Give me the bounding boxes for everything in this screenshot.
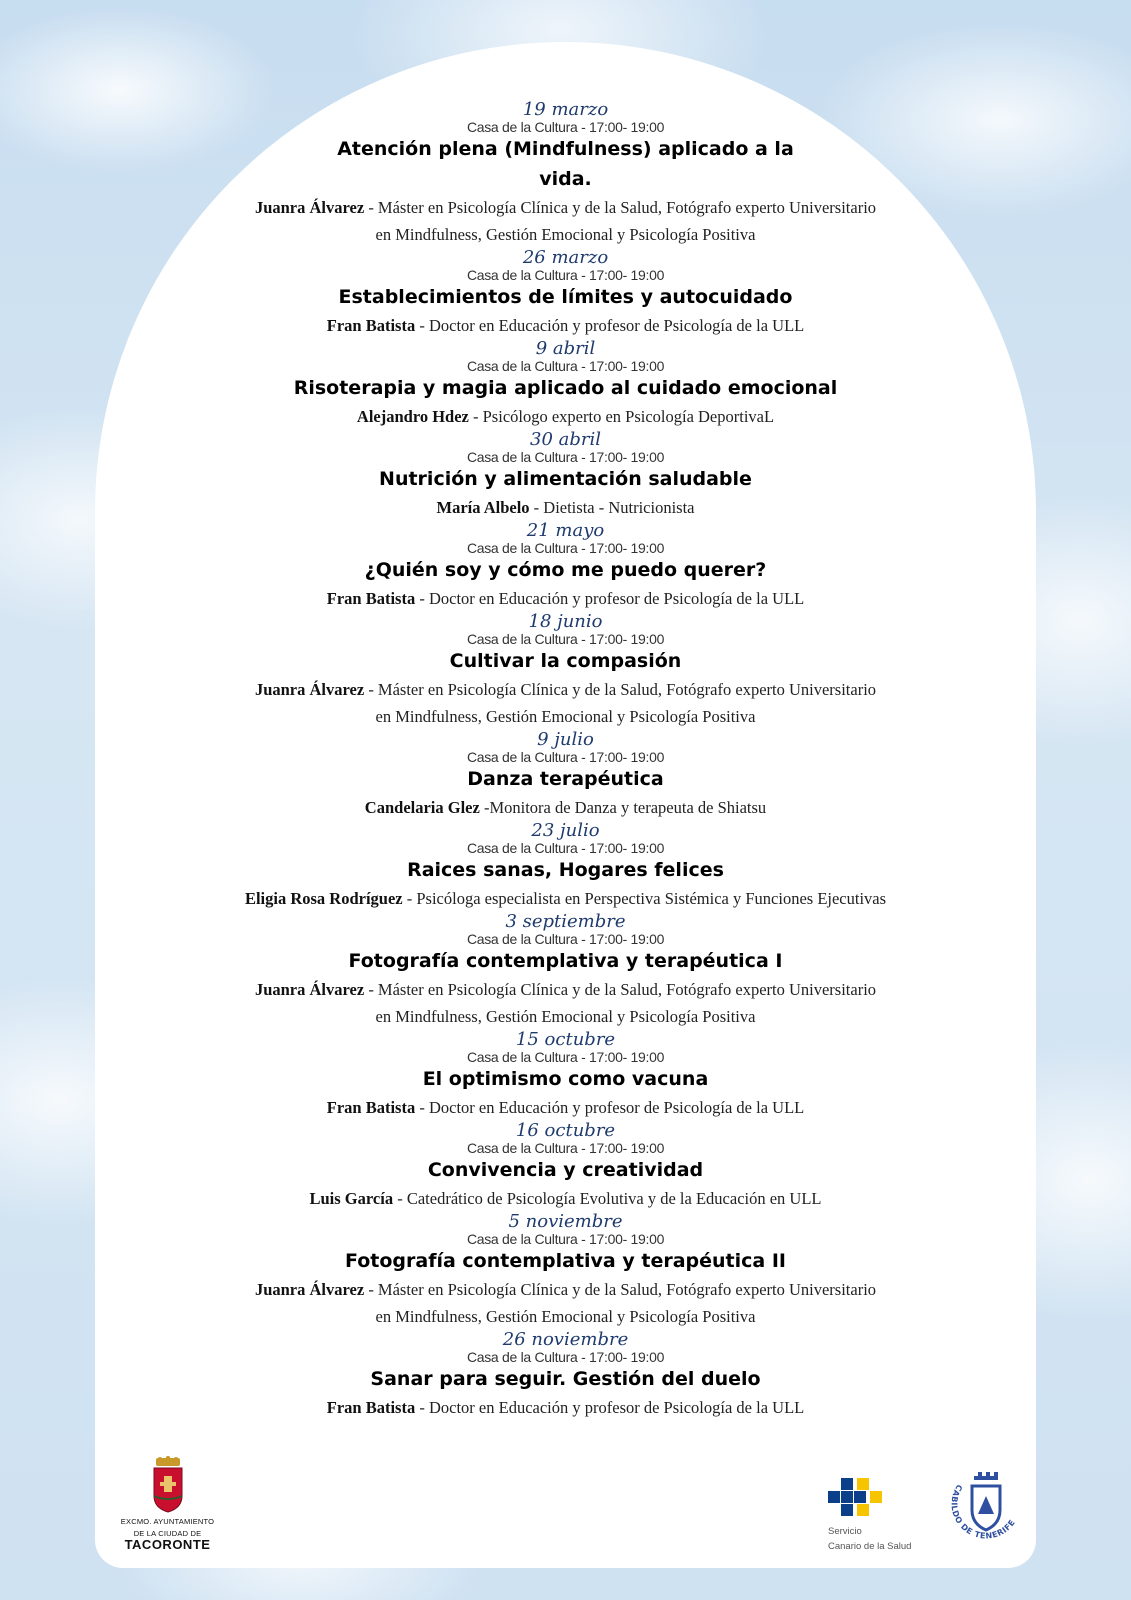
speaker-name: Eligia Rosa Rodríguez	[244, 889, 403, 908]
event-date: 9 julio	[537, 729, 594, 750]
event-13	[95, 1330, 1036, 1421]
event-date: 26 marzo	[522, 247, 609, 268]
scs-cross-icon	[828, 1478, 894, 1518]
event-speaker	[95, 494, 1036, 521]
speaker-role: -Monitora de Danza y terapeuta de Shiatsu	[479, 798, 767, 817]
event-speaker	[95, 676, 1036, 703]
event-speaker	[95, 794, 1036, 821]
speaker-role: - Psicólogo experto en Psicología DeportivaL	[468, 407, 775, 426]
tacoronte-name: TACORONTE	[124, 1537, 211, 1552]
speaker-name: Alejandro Hdez	[356, 407, 469, 426]
speaker-role: - Doctor en Educación y profesor de Psicología de la ULL	[415, 1398, 805, 1417]
event-10	[95, 1030, 1036, 1121]
event-venue: Casa de la Cultura - 17:00- 19:00	[466, 1140, 665, 1156]
event-title: Nutrición y alimentación saludable	[379, 468, 752, 490]
scs-line1: Servicio	[828, 1526, 862, 1537]
speaker-role: - Doctor en Educación y profesor de Psicología de la ULL	[415, 589, 805, 608]
event-speaker	[95, 1394, 1036, 1421]
speaker-role: - Doctor en Educación y profesor de Psicología de la ULL	[415, 316, 805, 335]
event-2	[95, 248, 1036, 339]
speaker-name: Juanra Álvarez	[254, 198, 365, 217]
speaker-role: - Catedrático de Psicología Evolutiva y de la Educación en ULL	[393, 1189, 822, 1208]
event-venue: Casa de la Cultura - 17:00- 19:00	[466, 358, 665, 374]
event-speaker-role-cont: en Mindfulness, Gestión Emocional y Psicología Positiva	[375, 225, 756, 244]
event-date: 21 mayo	[526, 520, 605, 541]
speaker-name: Luis García	[309, 1189, 394, 1208]
event-speaker	[95, 976, 1036, 1003]
event-speaker	[95, 194, 1036, 221]
event-12	[95, 1212, 1036, 1330]
event-title: Raices sanas, Hogares felices	[407, 859, 724, 881]
event-date: 3 septiembre	[505, 911, 626, 932]
event-date: 5 noviembre	[508, 1211, 623, 1232]
event-venue: Casa de la Cultura - 17:00- 19:00	[466, 540, 665, 556]
program-list	[95, 100, 1036, 1421]
event-7	[95, 730, 1036, 821]
event-title: ¿Quién soy y cómo me puedo querer?	[364, 559, 767, 581]
event-venue: Casa de la Cultura - 17:00- 19:00	[466, 840, 665, 856]
event-speaker-role-cont: en Mindfulness, Gestión Emocional y Psicología Positiva	[375, 1007, 756, 1026]
event-speaker	[95, 1094, 1036, 1121]
event-3	[95, 339, 1036, 430]
tacoronte-crest-icon	[148, 1456, 188, 1514]
cabildo-tenerife-logo	[946, 1466, 1026, 1546]
event-venue: Casa de la Cultura - 17:00- 19:00	[466, 749, 665, 765]
speaker-name: Juanra Álvarez	[254, 1280, 365, 1299]
event-venue: Casa de la Cultura - 17:00- 19:00	[466, 1349, 665, 1365]
event-date: 18 junio	[528, 611, 603, 632]
event-date: 30 abril	[530, 429, 601, 450]
scs-line2: Canario de la Salud	[828, 1541, 912, 1552]
speaker-role: - Máster en Psicología Clínica y de la Salud, Fotógrafo experto Universitario	[364, 980, 877, 999]
event-date: 16 octubre	[515, 1120, 616, 1141]
event-speaker	[95, 403, 1036, 430]
speaker-role: - Máster en Psicología Clínica y de la Salud, Fotógrafo experto Universitario	[364, 1280, 877, 1299]
speaker-role: - Máster en Psicología Clínica y de la Salud, Fotógrafo experto Universitario	[364, 198, 877, 217]
event-5	[95, 521, 1036, 612]
event-speaker-role-cont: en Mindfulness, Gestión Emocional y Psicología Positiva	[375, 1307, 756, 1326]
speaker-name: Candelaria Glez	[364, 798, 480, 817]
speaker-name: Juanra Álvarez	[254, 680, 365, 699]
speaker-name: Fran Batista	[326, 316, 416, 335]
event-venue: Casa de la Cultura - 17:00- 19:00	[466, 119, 665, 135]
event-venue: Casa de la Cultura - 17:00- 19:00	[466, 1231, 665, 1247]
event-date: 23 julio	[531, 820, 600, 841]
speaker-role: - Máster en Psicología Clínica y de la Salud, Fotógrafo experto Universitario	[364, 680, 877, 699]
event-speaker	[95, 585, 1036, 612]
speaker-name: Fran Batista	[326, 589, 416, 608]
speaker-role: - Dietista - Nutricionista	[529, 498, 695, 517]
event-date: 26 noviembre	[502, 1329, 629, 1350]
event-title: Atención plena (Mindfulness) aplicado a la vida.	[337, 138, 794, 190]
event-speaker-role-cont: en Mindfulness, Gestión Emocional y Psicología Positiva	[375, 707, 756, 726]
event-title: El optimismo como vacuna	[422, 1068, 709, 1090]
event-1	[95, 100, 1036, 248]
scs-logo	[828, 1478, 948, 1553]
speaker-role: - Doctor en Educación y profesor de Psicología de la ULL	[415, 1098, 805, 1117]
tacoronte-logo	[115, 1456, 220, 1552]
event-date: 15 octubre	[515, 1029, 616, 1050]
speaker-role: - Psicóloga especialista en Perspectiva Sistémica y Funciones Ejecutivas	[402, 889, 887, 908]
speaker-name: María Albelo	[436, 498, 530, 517]
speaker-name: Fran Batista	[326, 1098, 416, 1117]
event-title: Cultivar la compasión	[449, 650, 682, 672]
cabildo-arc-text: CABILDO DE TENERIFE	[949, 1482, 1018, 1541]
event-speaker	[95, 1276, 1036, 1303]
event-4	[95, 430, 1036, 521]
event-date: 19 marzo	[522, 99, 609, 120]
speaker-name: Fran Batista	[326, 1398, 416, 1417]
event-venue: Casa de la Cultura - 17:00- 19:00	[466, 1049, 665, 1065]
event-title: Fotografía contemplativa y terapéutica I	[348, 950, 783, 972]
event-title: Risoterapia y magia aplicado al cuidado emocional	[293, 377, 838, 399]
event-venue: Casa de la Cultura - 17:00- 19:00	[466, 931, 665, 947]
event-venue: Casa de la Cultura - 17:00- 19:00	[466, 267, 665, 283]
event-date: 9 abril	[535, 338, 596, 359]
event-venue: Casa de la Cultura - 17:00- 19:00	[466, 449, 665, 465]
tacoronte-line2: DE LA CIUDAD DE	[133, 1529, 202, 1538]
event-title: Danza terapéutica	[467, 768, 664, 790]
event-8	[95, 821, 1036, 912]
tacoronte-line1: EXCMO. AYUNTAMIENTO	[120, 1517, 215, 1526]
event-venue: Casa de la Cultura - 17:00- 19:00	[466, 631, 665, 647]
event-title: Convivencia y creatividad	[427, 1159, 704, 1181]
event-speaker	[95, 312, 1036, 339]
event-title: Establecimientos de límites y autocuidado	[338, 286, 793, 308]
event-speaker	[95, 885, 1036, 912]
speaker-name: Juanra Álvarez	[254, 980, 365, 999]
event-title: Sanar para seguir. Gestión del duelo	[370, 1368, 761, 1390]
event-title: Fotografía contemplativa y terapéutica II	[345, 1250, 786, 1272]
event-speaker	[95, 1185, 1036, 1212]
event-6	[95, 612, 1036, 730]
event-11	[95, 1121, 1036, 1212]
event-9	[95, 912, 1036, 1030]
